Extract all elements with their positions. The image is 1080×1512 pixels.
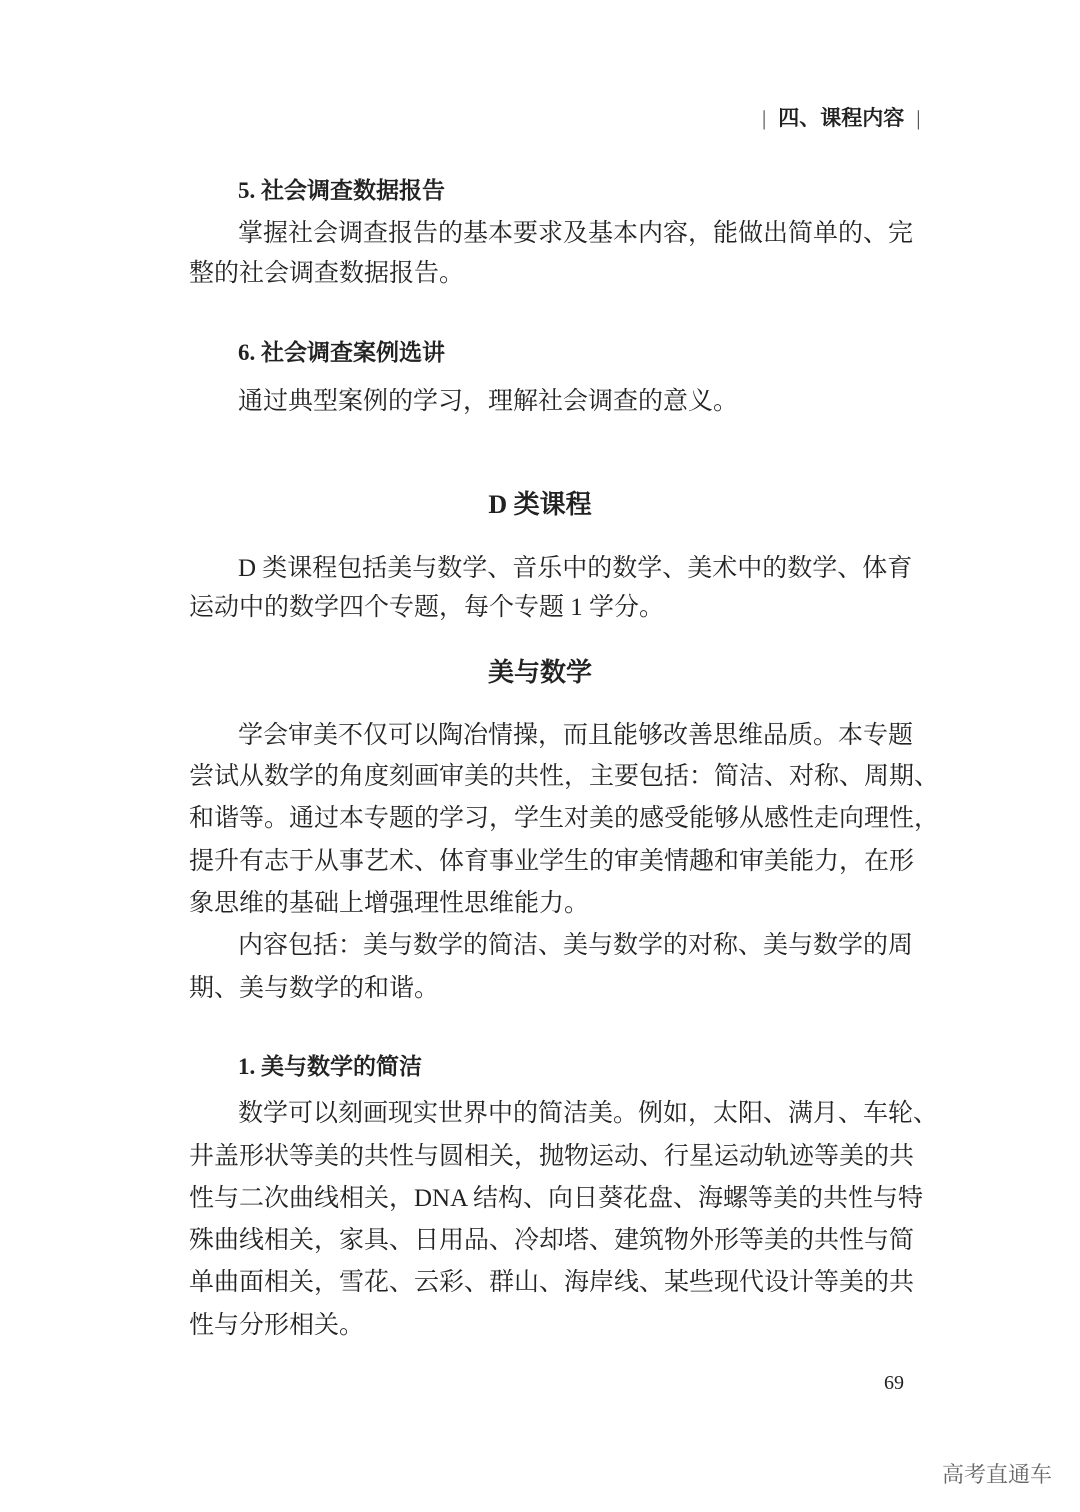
paragraph-line: 井盖形状等美的共性与圆相关，抛物运动、行星运动轨迹等美的共: [189, 1143, 915, 1170]
paragraph-line: 提升有志于从事艺术、体育事业学生的审美情趣和审美能力，在形: [189, 848, 915, 875]
running-header: | 四、课程内容 |: [762, 106, 921, 130]
paragraph-line: 和谐等。通过本专题的学习，学生对美的感受能够从感性走向理性，: [189, 805, 940, 832]
heading-6: 6. 社会调查案例选讲: [238, 340, 445, 365]
paragraph-line: 运动中的数学四个专题，每个专题 1 学分。: [189, 594, 665, 621]
paragraph-line: 整的社会调查数据报告。: [189, 260, 465, 287]
paragraph-line: 掌握社会调查报告的基本要求及基本内容，能做出简单的、完: [238, 220, 914, 247]
paragraph-line: 殊曲线相关，家具、日用品、冷却塔、建筑物外形等美的共性与简: [189, 1227, 915, 1254]
heading-1: 1. 美与数学的简洁: [238, 1054, 422, 1079]
watermark: 高考直通车: [942, 1463, 1053, 1488]
paragraph-line: 尝试从数学的角度刻画审美的共性，主要包括：简洁、对称、周期、: [189, 763, 940, 790]
section-title-d: D 类课程: [488, 490, 592, 519]
paragraph-line: D 类课程包括美与数学、音乐中的数学、美术中的数学、体育: [238, 555, 913, 582]
subsection-title: 美与数学: [487, 658, 592, 687]
paragraph-line: 通过典型案例的学习，理解社会调查的意义。: [238, 388, 739, 415]
heading-5: 5. 社会调查数据报告: [238, 178, 445, 203]
header-section: 四、课程内容: [778, 106, 905, 130]
paragraph-line: 期、美与数学的和谐。: [189, 975, 440, 1002]
paragraph-line: 学会审美不仅可以陶冶情操，而且能够改善思维品质。本专题: [238, 722, 914, 749]
paragraph-line: 性与二次曲线相关，DNA 结构、向日葵花盘、海螺等美的共性与特: [189, 1185, 924, 1212]
page-number: 69: [884, 1372, 904, 1394]
paragraph-line: 单曲面相关，雪花、云彩、群山、海岸线、某些现代设计等美的共: [189, 1269, 915, 1296]
paragraph-line: 内容包括：美与数学的简洁、美与数学的对称、美与数学的周: [238, 932, 914, 959]
paragraph-line: 象思维的基础上增强理性思维能力。: [189, 890, 590, 917]
paragraph-line: 数学可以刻画现实世界中的简洁美。例如，太阳、满月、车轮、: [238, 1100, 939, 1127]
paragraph-line: 性与分形相关。: [189, 1312, 365, 1339]
